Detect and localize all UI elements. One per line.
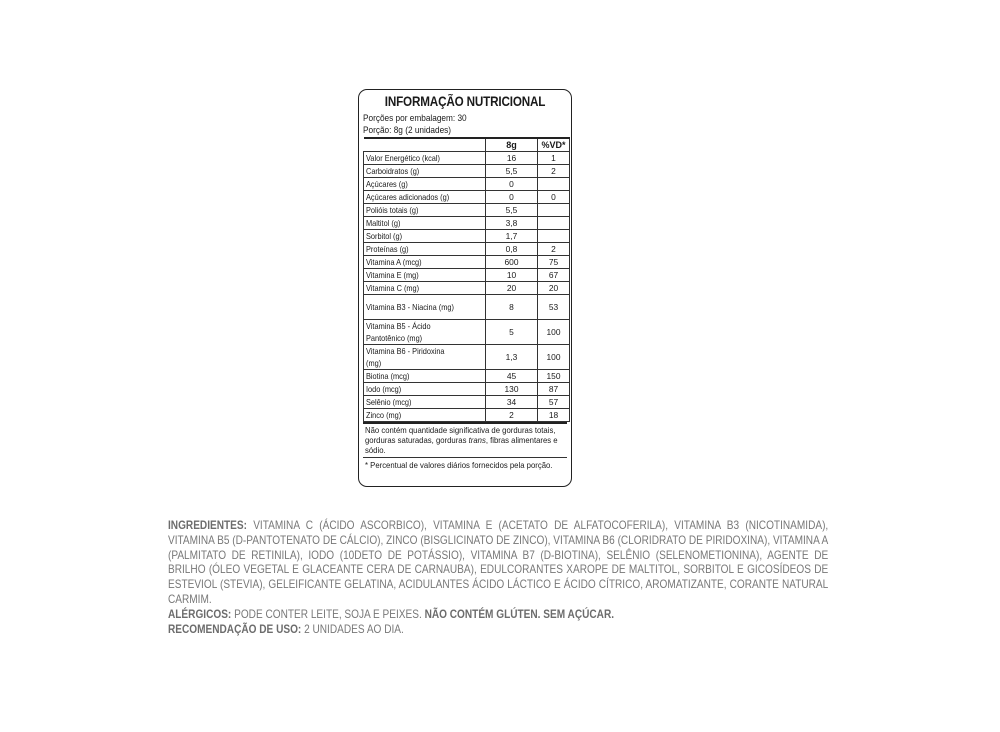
nutrient-name-text: Carboidratos (g) <box>366 166 420 176</box>
nutrient-dv <box>538 230 570 243</box>
table-row <box>364 320 570 345</box>
nutrient-dv <box>538 204 570 217</box>
table-header-row <box>364 138 570 152</box>
nutrient-name <box>364 152 486 165</box>
footnote-dv-text: * Percentual de valores diários fornecidos pela porção. <box>365 460 553 470</box>
nutrient-amount: 5,5 <box>486 165 538 178</box>
nutrient-dv: 150 <box>538 370 570 383</box>
table-row <box>364 383 570 396</box>
nutrient-dv: 57 <box>538 396 570 409</box>
nutrient-name-text: Açúcares (g) <box>366 179 408 189</box>
footnote-text-b: , fibras alimentares e sódio. <box>365 435 558 455</box>
table-row <box>364 243 570 256</box>
nutrient-name-text: Maltitol (g) <box>366 218 401 228</box>
nutrient-name <box>364 383 486 396</box>
nutrient-dv: 1 <box>538 152 570 165</box>
table-row <box>364 345 570 370</box>
nutrient-amount: 0 <box>486 191 538 204</box>
nutrient-amount: 45 <box>486 370 538 383</box>
nutrient-name <box>364 165 486 178</box>
nutrient-name <box>364 320 486 345</box>
table-row <box>364 178 570 191</box>
nutrient-name <box>364 191 486 204</box>
nutrition-table-body <box>364 152 570 422</box>
nutrient-name <box>364 409 486 422</box>
nutrient-name <box>364 269 486 282</box>
nutrient-dv: 87 <box>538 383 570 396</box>
nutrient-name-text: Vitamina E (mg) <box>366 270 419 280</box>
nutrient-dv: 53 <box>538 295 570 320</box>
nutrient-name-text: Vitamina C (mg) <box>366 283 420 293</box>
nutrient-name <box>364 178 486 191</box>
nutrient-name <box>364 345 486 370</box>
nutrient-name <box>364 256 486 269</box>
nutrient-dv <box>538 178 570 191</box>
nutrient-name <box>364 204 486 217</box>
table-row <box>364 295 570 320</box>
header-blank <box>364 138 486 152</box>
allergens-text: PODE CONTER LEITE, SOJA E PEIXES. <box>234 606 422 621</box>
nutrient-amount: 1,7 <box>486 230 538 243</box>
nutrient-name-text: Biotina (mcg) <box>366 371 410 381</box>
nutrient-dv: 75 <box>538 256 570 269</box>
nutrient-amount: 1,3 <box>486 345 538 370</box>
servings-per-package: Porções por embalagem: 30 <box>363 112 467 123</box>
footnote-text-a: Não contém quantidade significativa de gorduras totais, gorduras saturadas, gorduras <box>365 425 556 445</box>
allergens-paragraph <box>168 607 828 622</box>
usage-paragraph <box>168 622 828 637</box>
nutrient-name <box>364 295 486 320</box>
footnote-dv <box>363 457 567 472</box>
table-row <box>364 396 570 409</box>
nutrient-amount: 3,8 <box>486 217 538 230</box>
nutrient-name-text: Vitamina B3 - Niacina (mg) <box>366 302 454 312</box>
nutrient-amount: 16 <box>486 152 538 165</box>
nutrient-dv: 20 <box>538 282 570 295</box>
ingredients-label: INGREDIENTES: <box>168 518 247 532</box>
nutrition-facts-label <box>358 89 572 487</box>
ingredients-paragraph <box>168 518 828 607</box>
nutrient-amount: 5 <box>486 320 538 345</box>
table-row <box>364 230 570 243</box>
table-row <box>364 152 570 165</box>
nutrition-table <box>363 137 570 422</box>
table-row <box>364 217 570 230</box>
nutrient-amount: 8 <box>486 295 538 320</box>
allergens-bold: NÃO CONTÉM GLÚTEN. SEM AÇÚCAR. <box>424 606 615 621</box>
nutrient-dv: 0 <box>538 191 570 204</box>
nutrient-name-text: Sorbitol (g) <box>366 231 403 241</box>
nutrient-amount: 2 <box>486 409 538 422</box>
nutrient-amount: 0,8 <box>486 243 538 256</box>
header-amount: 8g <box>486 138 538 152</box>
header-dv: %VD* <box>538 138 570 152</box>
nutrient-name-text: Açúcares adicionados (g) <box>366 192 450 202</box>
nutrient-name-text: Vitamina B5 - Ácido Pantotênico (mg) <box>366 321 431 343</box>
table-row <box>364 269 570 282</box>
nutrient-amount: 600 <box>486 256 538 269</box>
nutrient-dv <box>538 217 570 230</box>
nutrient-dv: 100 <box>538 345 570 370</box>
ingredients-text: VITAMINA C (ÁCIDO ASCORBICO), VITAMINA E (ACETATO DE ALFATOCOFERILA), VITAMINA B3 (NICOTINAMIDA), VITAMINA B5 (D-PANTOTENATO DE CÁLCIO), ZINCO (BISGLICINATO DE ZINCO), VITAMINA B6 (CLORIDRATO DE PIRIDOXINA), VITAMINA A (PALMITATO DE RETINILA), IODO (10DETO DE POTÁSSIO), VITAMINA B7 (D-BIOTINA), SELÊNIO (SELENOMETIONINA), AGENTE DE BRILHO (ÓLEO VEGETAL E GLACEANTE CERA DE CARNAUBA), EDULCORANTES XAROPE DE MALTITOL, SORBITOL E GICOSÍDEOS DE ESTEVIOL (STEVIA), GELEIFICANTE GELATINA, ACIDULANTES ÁCIDO LÁCTICO E ÁCIDO CÍTRICO, AROMATIZANTE, CORANTE NATURAL CARMIM. <box>168 518 829 606</box>
nutrient-amount: 34 <box>486 396 538 409</box>
nutrient-dv: 67 <box>538 269 570 282</box>
nutrient-name-text: Vitamina A (mcg) <box>366 257 422 267</box>
nutrient-name <box>364 396 486 409</box>
nutrient-name-text: Valor Energético (kcal) <box>366 153 441 163</box>
nutrient-dv: 2 <box>538 243 570 256</box>
nutrient-amount: 5,5 <box>486 204 538 217</box>
nutrient-name-text: Iodo (mcg) <box>366 384 402 394</box>
allergens-label: ALÉRGICOS: <box>168 606 232 621</box>
nutrient-name <box>364 217 486 230</box>
footnote-not-significant <box>363 422 567 457</box>
usage-label: RECOMENDAÇÃO DE USO: <box>168 621 302 636</box>
nutrient-amount: 20 <box>486 282 538 295</box>
footnote-trans: trans <box>468 435 486 445</box>
nutrient-dv: 2 <box>538 165 570 178</box>
nutrient-name <box>364 243 486 256</box>
nutrient-amount: 130 <box>486 383 538 396</box>
table-row <box>364 165 570 178</box>
usage-text: 2 UNIDADES AO DIA. <box>304 621 404 636</box>
nutrient-name <box>364 230 486 243</box>
table-row <box>364 204 570 217</box>
nutrient-amount: 10 <box>486 269 538 282</box>
table-row <box>364 409 570 422</box>
nutrient-name-text: Proteínas (g) <box>366 244 409 254</box>
nutrient-name-text: Zinco (mg) <box>366 410 402 420</box>
nutrient-name-text: Vitamina B6 - Piridoxina (mg) <box>366 346 445 368</box>
nutrient-name <box>364 282 486 295</box>
nutrient-dv: 18 <box>538 409 570 422</box>
nutrient-name-text: Selênio (mcg) <box>366 397 412 407</box>
portion-size: Porção: 8g (2 unidades) <box>363 124 452 135</box>
nutrient-name-text: Polióis totais (g) <box>366 205 419 215</box>
nutrient-name <box>364 370 486 383</box>
nutrient-dv: 100 <box>538 320 570 345</box>
nutrient-amount: 0 <box>486 178 538 191</box>
table-row <box>364 256 570 269</box>
table-row <box>364 370 570 383</box>
ingredients-block <box>168 518 828 636</box>
label-title: INFORMAÇÃO NUTRICIONAL <box>384 94 546 109</box>
table-row <box>364 282 570 295</box>
table-row <box>364 191 570 204</box>
